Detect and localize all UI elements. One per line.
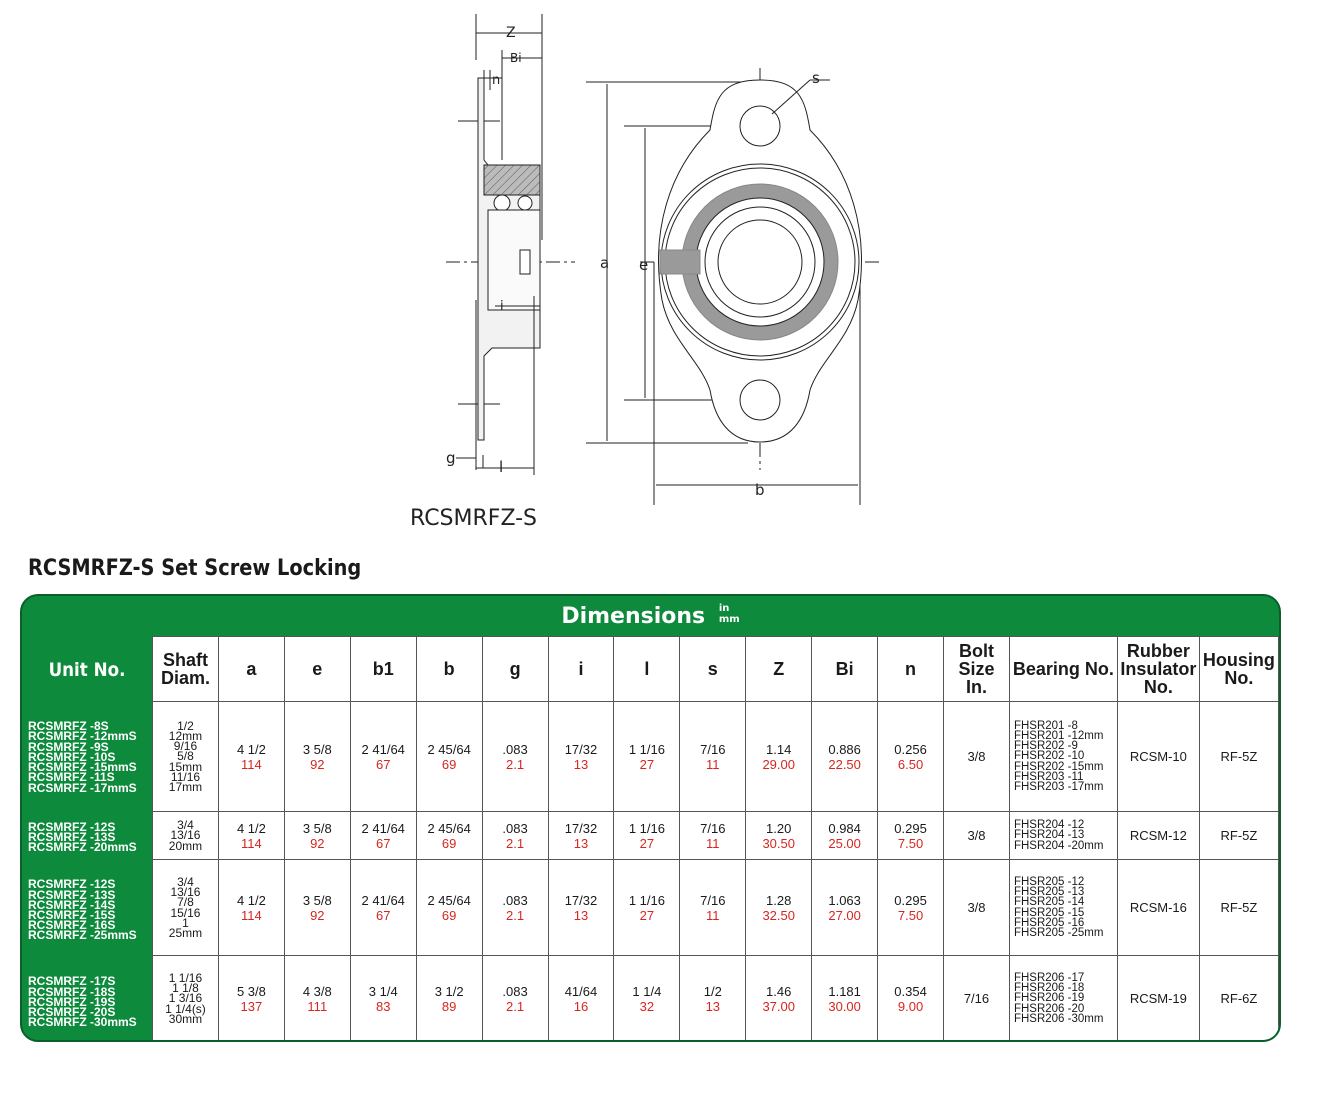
l-inch-value: 1 1/16 (628, 741, 665, 757)
housing-cell: RF-5Z (1199, 702, 1278, 812)
i-mm-value: 13 (573, 756, 589, 772)
bearing-value: FHSR206 -20 (1013, 1002, 1085, 1015)
n-inch-value: 0.256 (894, 741, 927, 757)
label-b: b (755, 481, 765, 499)
b-mm-value: 69 (441, 907, 457, 923)
z-mm-value: 32.50 (762, 907, 795, 923)
bearing-cell (1009, 702, 1117, 812)
n-header: n (878, 637, 944, 702)
unit-no: RCSMRFZ -8S (28, 719, 109, 734)
l-mm-value: 27 (639, 835, 655, 851)
bearing-value: FHSR204 -13 (1013, 829, 1085, 842)
n-cell (878, 812, 944, 860)
rubber-cell: RCSM-12 (1117, 812, 1199, 860)
i-inch-value: 17/32 (564, 892, 598, 908)
e-cell (284, 956, 350, 1042)
label-e: e (639, 256, 649, 274)
label-s: s (812, 69, 820, 87)
n-mm-value: 7.50 (897, 835, 924, 851)
label-z: Z (506, 25, 516, 41)
bearing-value: FHSR205 -13 (1013, 886, 1085, 899)
housing-cell: RF-5Z (1199, 860, 1278, 956)
b1-inch-value: 2 41/64 (361, 892, 405, 908)
z-cell (746, 812, 812, 860)
table-row (153, 812, 1279, 860)
shaft-value: 1 (182, 915, 189, 930)
s-mm-value: 11 (706, 835, 720, 851)
b-inch-value: 2 45/64 (427, 820, 471, 836)
l-header: l (614, 637, 680, 702)
l-cell (614, 956, 680, 1042)
shaft-value: 1/2 (177, 718, 194, 733)
shaft-cell (153, 956, 219, 1042)
a-inch-value: 5 3/8 (236, 983, 266, 999)
i-cell (548, 956, 614, 1042)
b1-cell (350, 812, 416, 860)
housing-cell: RF-6Z (1199, 956, 1278, 1042)
g-cell (482, 860, 548, 956)
rubber-header: Rubber Insulator No. (1117, 637, 1199, 702)
e-mm-value: 92 (310, 756, 325, 772)
shaft-value: 13/16 (170, 828, 201, 843)
bolt-cell: 3/8 (944, 702, 1010, 812)
bearing-value: FHSR204 -12 (1013, 819, 1085, 832)
unit-no-header: Unit No. (48, 659, 126, 681)
s-cell (680, 812, 746, 860)
shaft-value: 1 1/16 (168, 970, 203, 985)
z-cell (746, 956, 812, 1042)
shaft-value: 11/16 (170, 769, 201, 784)
unit-no: RCSMRFZ -30mmS (28, 1015, 137, 1030)
bolt-header: Bolt Size In. (944, 637, 1010, 702)
bearing-value: FHSR205 -25mm (1013, 926, 1104, 939)
side-view-drawing (446, 14, 575, 475)
bearing-value: FHSR202 -9 (1013, 740, 1078, 753)
unit-no: RCSMRFZ -20S (28, 1005, 116, 1020)
unit-no: RCSMRFZ -12mmS (28, 729, 137, 744)
g-inch-value: .083 (502, 741, 528, 757)
b1-mm-value: 67 (375, 756, 391, 772)
n-cell (878, 702, 944, 812)
dimensions-header (22, 596, 1279, 637)
e-inch-value: 4 3/8 (302, 983, 332, 999)
e-inch-value: 3 5/8 (302, 892, 332, 908)
a-inch-value: 4 1/2 (236, 741, 266, 757)
unit-no: RCSMRFZ -13S (28, 829, 116, 844)
rubber-cell: RCSM-19 (1117, 956, 1199, 1042)
bearing-value: FHSR205 -14 (1013, 896, 1085, 909)
shaft-value: 20mm (168, 838, 203, 853)
b1-mm-value: 83 (375, 998, 391, 1014)
bearing-value: FHSR201 -12mm (1013, 729, 1104, 742)
bi-cell (812, 860, 878, 956)
bi-mm-value: 25.00 (828, 835, 861, 851)
l-cell (614, 812, 680, 860)
bi-mm-value: 30.00 (828, 998, 861, 1014)
z-inch-value: 1.20 (766, 820, 792, 836)
bearing-value: FHSR205 -15 (1013, 906, 1085, 919)
l-mm-value: 32 (639, 998, 655, 1014)
unit-no: RCSMRFZ -15mmS (28, 760, 137, 775)
l-inch-value: 1 1/16 (628, 892, 665, 908)
unit-no: RCSMRFZ -9S (28, 739, 109, 754)
unit-no: RCSMRFZ -16S (28, 918, 116, 933)
l-cell (614, 702, 680, 812)
l-mm-value: 27 (639, 907, 655, 923)
b1-mm-value: 67 (375, 835, 391, 851)
z-inch-value: 1.28 (766, 892, 792, 908)
shaft-value: 12mm (168, 728, 203, 743)
bearing-value: FHSR206 -17 (1013, 971, 1085, 984)
unit-no: RCSMRFZ -20mmS (28, 840, 137, 855)
dimensions-label: Dimensions (561, 604, 706, 629)
unit-group (22, 862, 152, 958)
z-mm-value: 37.00 (762, 998, 795, 1014)
l-inch-value: 1 1/4 (632, 983, 662, 999)
bi-header: Bi (812, 637, 878, 702)
g-mm-value: 2.1 (506, 907, 525, 923)
bearing-value: FHSR203 -11 (1013, 770, 1084, 783)
bi-mm-value: 27.00 (828, 907, 861, 923)
shaft-value: 30mm (168, 1011, 203, 1026)
bearing-value: FHSR204 -20mm (1013, 839, 1104, 852)
shaft-cell (153, 702, 219, 812)
shaft-header: Shaft Diam. (153, 637, 219, 702)
a-cell (218, 702, 284, 812)
table-row (153, 956, 1279, 1042)
l-cell (614, 860, 680, 956)
g-header: g (482, 637, 548, 702)
b1-inch-value: 2 41/64 (361, 820, 405, 836)
bearing-header: Bearing No. (1009, 637, 1117, 702)
s-cell (680, 860, 746, 956)
unit-no: RCSMRFZ -13S (28, 887, 116, 902)
e-mm-value: 92 (310, 835, 325, 851)
i-mm-value: 16 (573, 998, 589, 1014)
bi-inch-value: 0.984 (828, 820, 861, 836)
z-header: Z (746, 637, 812, 702)
label-bi: Bi (510, 51, 522, 65)
i-inch-value: 17/32 (564, 741, 598, 757)
g-inch-value: .083 (502, 892, 528, 908)
bi-inch-value: 0.886 (828, 741, 861, 757)
b-inch-value: 2 45/64 (427, 892, 471, 908)
b1-inch-value: 3 1/4 (368, 983, 398, 999)
shaft-value: 25mm (168, 925, 203, 940)
b-cell (416, 702, 482, 812)
bearing-value: FHSR201 -8 (1013, 719, 1078, 732)
shaft-value: 15/16 (170, 905, 201, 920)
header-row (153, 637, 1279, 702)
b-mm-value: 89 (441, 998, 457, 1014)
b1-cell (350, 860, 416, 956)
g-cell (482, 702, 548, 812)
housing-header: Housing No. (1199, 637, 1278, 702)
bi-inch-value: 1.181 (828, 983, 861, 999)
shaft-value: 17mm (168, 780, 203, 794)
front-view-drawing (586, 68, 880, 505)
shaft-value: 3/4 (177, 874, 194, 889)
a-mm-value: 114 (241, 756, 262, 772)
shaft-value: 15mm (168, 759, 203, 774)
s-mm-value: 11 (706, 907, 720, 923)
i-mm-value: 13 (573, 907, 589, 923)
bearing-value: FHSR206 -19 (1013, 992, 1085, 1005)
i-inch-value: 17/32 (564, 820, 598, 836)
g-mm-value: 2.1 (506, 835, 525, 851)
b-cell (416, 956, 482, 1042)
bearing-value: FHSR205 -16 (1013, 916, 1085, 929)
n-inch-value: 0.295 (894, 820, 927, 836)
a-cell (218, 956, 284, 1042)
s-inch-value: 7/16 (700, 741, 726, 757)
e-mm-value: 92 (310, 907, 325, 923)
unit-no: RCSMRFZ -15S (28, 908, 116, 922)
s-mm-value: 13 (705, 998, 721, 1014)
s-cell (680, 956, 746, 1042)
b-mm-value: 69 (441, 835, 457, 851)
shaft-value: 1 3/16 (168, 991, 203, 1006)
n-mm-value: 7.50 (897, 907, 924, 923)
a-cell (218, 860, 284, 956)
shaft-value: 1 1/4(s) (165, 1001, 206, 1016)
unit-no: RCSMRFZ -12S (28, 819, 116, 834)
g-inch-value: .083 (502, 820, 528, 836)
a-header: a (218, 637, 284, 702)
bearing-value: FHSR202 -10 (1013, 750, 1085, 763)
s-header: s (680, 637, 746, 702)
shaft-value: 9/16 (173, 739, 198, 754)
unit-legend: in mm (718, 603, 740, 625)
unit-group (22, 702, 152, 812)
e-cell (284, 812, 350, 860)
z-mm-value: 30.50 (762, 835, 795, 851)
n-mm-value: 9.00 (897, 998, 924, 1014)
bolt-cell: 7/16 (944, 956, 1010, 1042)
shaft-value: 1 1/8 (172, 981, 199, 996)
bearing-value: FHSR206 -30mm (1013, 1012, 1104, 1025)
shaft-value: 3/4 (177, 818, 194, 833)
bolt-cell: 3/8 (944, 812, 1010, 860)
bearing-value: FHSR206 -18 (1013, 982, 1085, 995)
unit-no: RCSMRFZ -10S (28, 749, 116, 764)
table-row (153, 860, 1279, 956)
b1-mm-value: 67 (375, 907, 391, 923)
i-cell (548, 860, 614, 956)
drawing-caption: RCSMRFZ-S (410, 506, 538, 531)
n-inch-value: 0.295 (894, 892, 927, 908)
s-inch-value: 1/2 (703, 983, 722, 999)
bearing-cell (1009, 812, 1117, 860)
s-inch-value: 7/16 (700, 892, 726, 908)
a-cell (218, 812, 284, 860)
housing-cell: RF-5Z (1199, 812, 1278, 860)
unit-no: RCSMRFZ -18S (28, 984, 116, 999)
dimensions-grid (152, 636, 1279, 1042)
l-inch-value: 1 1/16 (628, 820, 665, 836)
g-inch-value: .083 (502, 983, 528, 999)
b1-header: b1 (350, 637, 416, 702)
s-inch-value: 7/16 (700, 820, 726, 836)
e-inch-value: 3 5/8 (302, 741, 332, 757)
b1-inch-value: 2 41/64 (361, 741, 405, 757)
g-cell (482, 956, 548, 1042)
e-cell (284, 702, 350, 812)
table-title: RCSMRFZ-S Set Screw Locking (28, 556, 362, 581)
table-row (153, 702, 1279, 812)
unit-no: RCSMRFZ -25mmS (28, 928, 137, 943)
l-mm-value: 27 (639, 756, 655, 772)
bearing-value: FHSR205 -12 (1013, 875, 1085, 888)
b-inch-value: 3 1/2 (434, 983, 464, 999)
s-cell (680, 702, 746, 812)
a-mm-value: 114 (241, 835, 262, 851)
b-header: b (416, 637, 482, 702)
z-cell (746, 702, 812, 812)
bi-cell (812, 702, 878, 812)
bearing-value: FHSR202 -15mm (1013, 760, 1104, 773)
b-cell (416, 860, 482, 956)
shaft-cell (153, 812, 219, 860)
label-n: n (492, 73, 501, 88)
bearing-cell (1009, 956, 1117, 1042)
z-mm-value: 29.00 (762, 756, 795, 772)
unit-no: RCSMRFZ -12S (28, 877, 116, 892)
label-g: g (446, 449, 456, 467)
shaft-value: 5/8 (177, 749, 194, 764)
shaft-value: 13/16 (170, 885, 201, 900)
unit-no: RCSMRFZ -17mmS (28, 780, 137, 795)
i-mm-value: 13 (573, 835, 589, 851)
label-a: a (600, 254, 610, 272)
bi-inch-value: 1.063 (828, 892, 861, 908)
z-inch-value: 1.46 (766, 983, 792, 999)
i-cell (548, 812, 614, 860)
technical-drawing (0, 0, 1327, 545)
shaft-cell (153, 860, 219, 956)
b-mm-value: 69 (441, 756, 457, 772)
label-i: i (500, 299, 504, 314)
b-cell (416, 812, 482, 860)
n-cell (878, 860, 944, 956)
unit-no: RCSMRFZ -14S (28, 897, 116, 912)
g-mm-value: 2.1 (506, 998, 525, 1014)
g-mm-value: 2.1 (506, 756, 525, 772)
e-header: e (284, 637, 350, 702)
i-header: i (548, 637, 614, 702)
a-inch-value: 4 1/2 (236, 820, 266, 836)
bearing-cell (1009, 860, 1117, 956)
z-cell (746, 860, 812, 956)
bi-mm-value: 22.50 (828, 756, 861, 772)
z-inch-value: 1.14 (766, 741, 792, 757)
label-l: l (499, 458, 504, 476)
s-mm-value: 11 (706, 756, 720, 772)
unit-no: RCSMRFZ -11S (28, 770, 115, 785)
shaft-value: 7/8 (177, 895, 194, 910)
unit-group (22, 813, 152, 861)
bi-cell (812, 956, 878, 1042)
unit-no: RCSMRFZ -17S (28, 974, 116, 989)
a-mm-value: 137 (240, 998, 263, 1014)
n-inch-value: 0.354 (894, 983, 927, 999)
a-mm-value: 114 (241, 907, 262, 923)
n-mm-value: 6.50 (897, 756, 924, 772)
unit-no: RCSMRFZ -19S (28, 994, 116, 1009)
b1-cell (350, 702, 416, 812)
bi-cell (812, 812, 878, 860)
g-cell (482, 812, 548, 860)
i-inch-value: 41/64 (564, 983, 598, 999)
bearing-value: FHSR203 -17mm (1013, 781, 1104, 793)
e-cell (284, 860, 350, 956)
dimensions-table (20, 594, 1281, 1042)
e-inch-value: 3 5/8 (302, 820, 332, 836)
rubber-cell: RCSM-10 (1117, 702, 1199, 812)
i-cell (548, 702, 614, 812)
rubber-cell: RCSM-16 (1117, 860, 1199, 956)
bolt-cell: 3/8 (944, 860, 1010, 956)
unit-group (22, 959, 152, 1042)
a-inch-value: 4 1/2 (236, 892, 266, 908)
n-cell (878, 956, 944, 1042)
e-mm-value: 111 (307, 998, 328, 1014)
b-inch-value: 2 45/64 (427, 741, 471, 757)
b1-cell (350, 956, 416, 1042)
